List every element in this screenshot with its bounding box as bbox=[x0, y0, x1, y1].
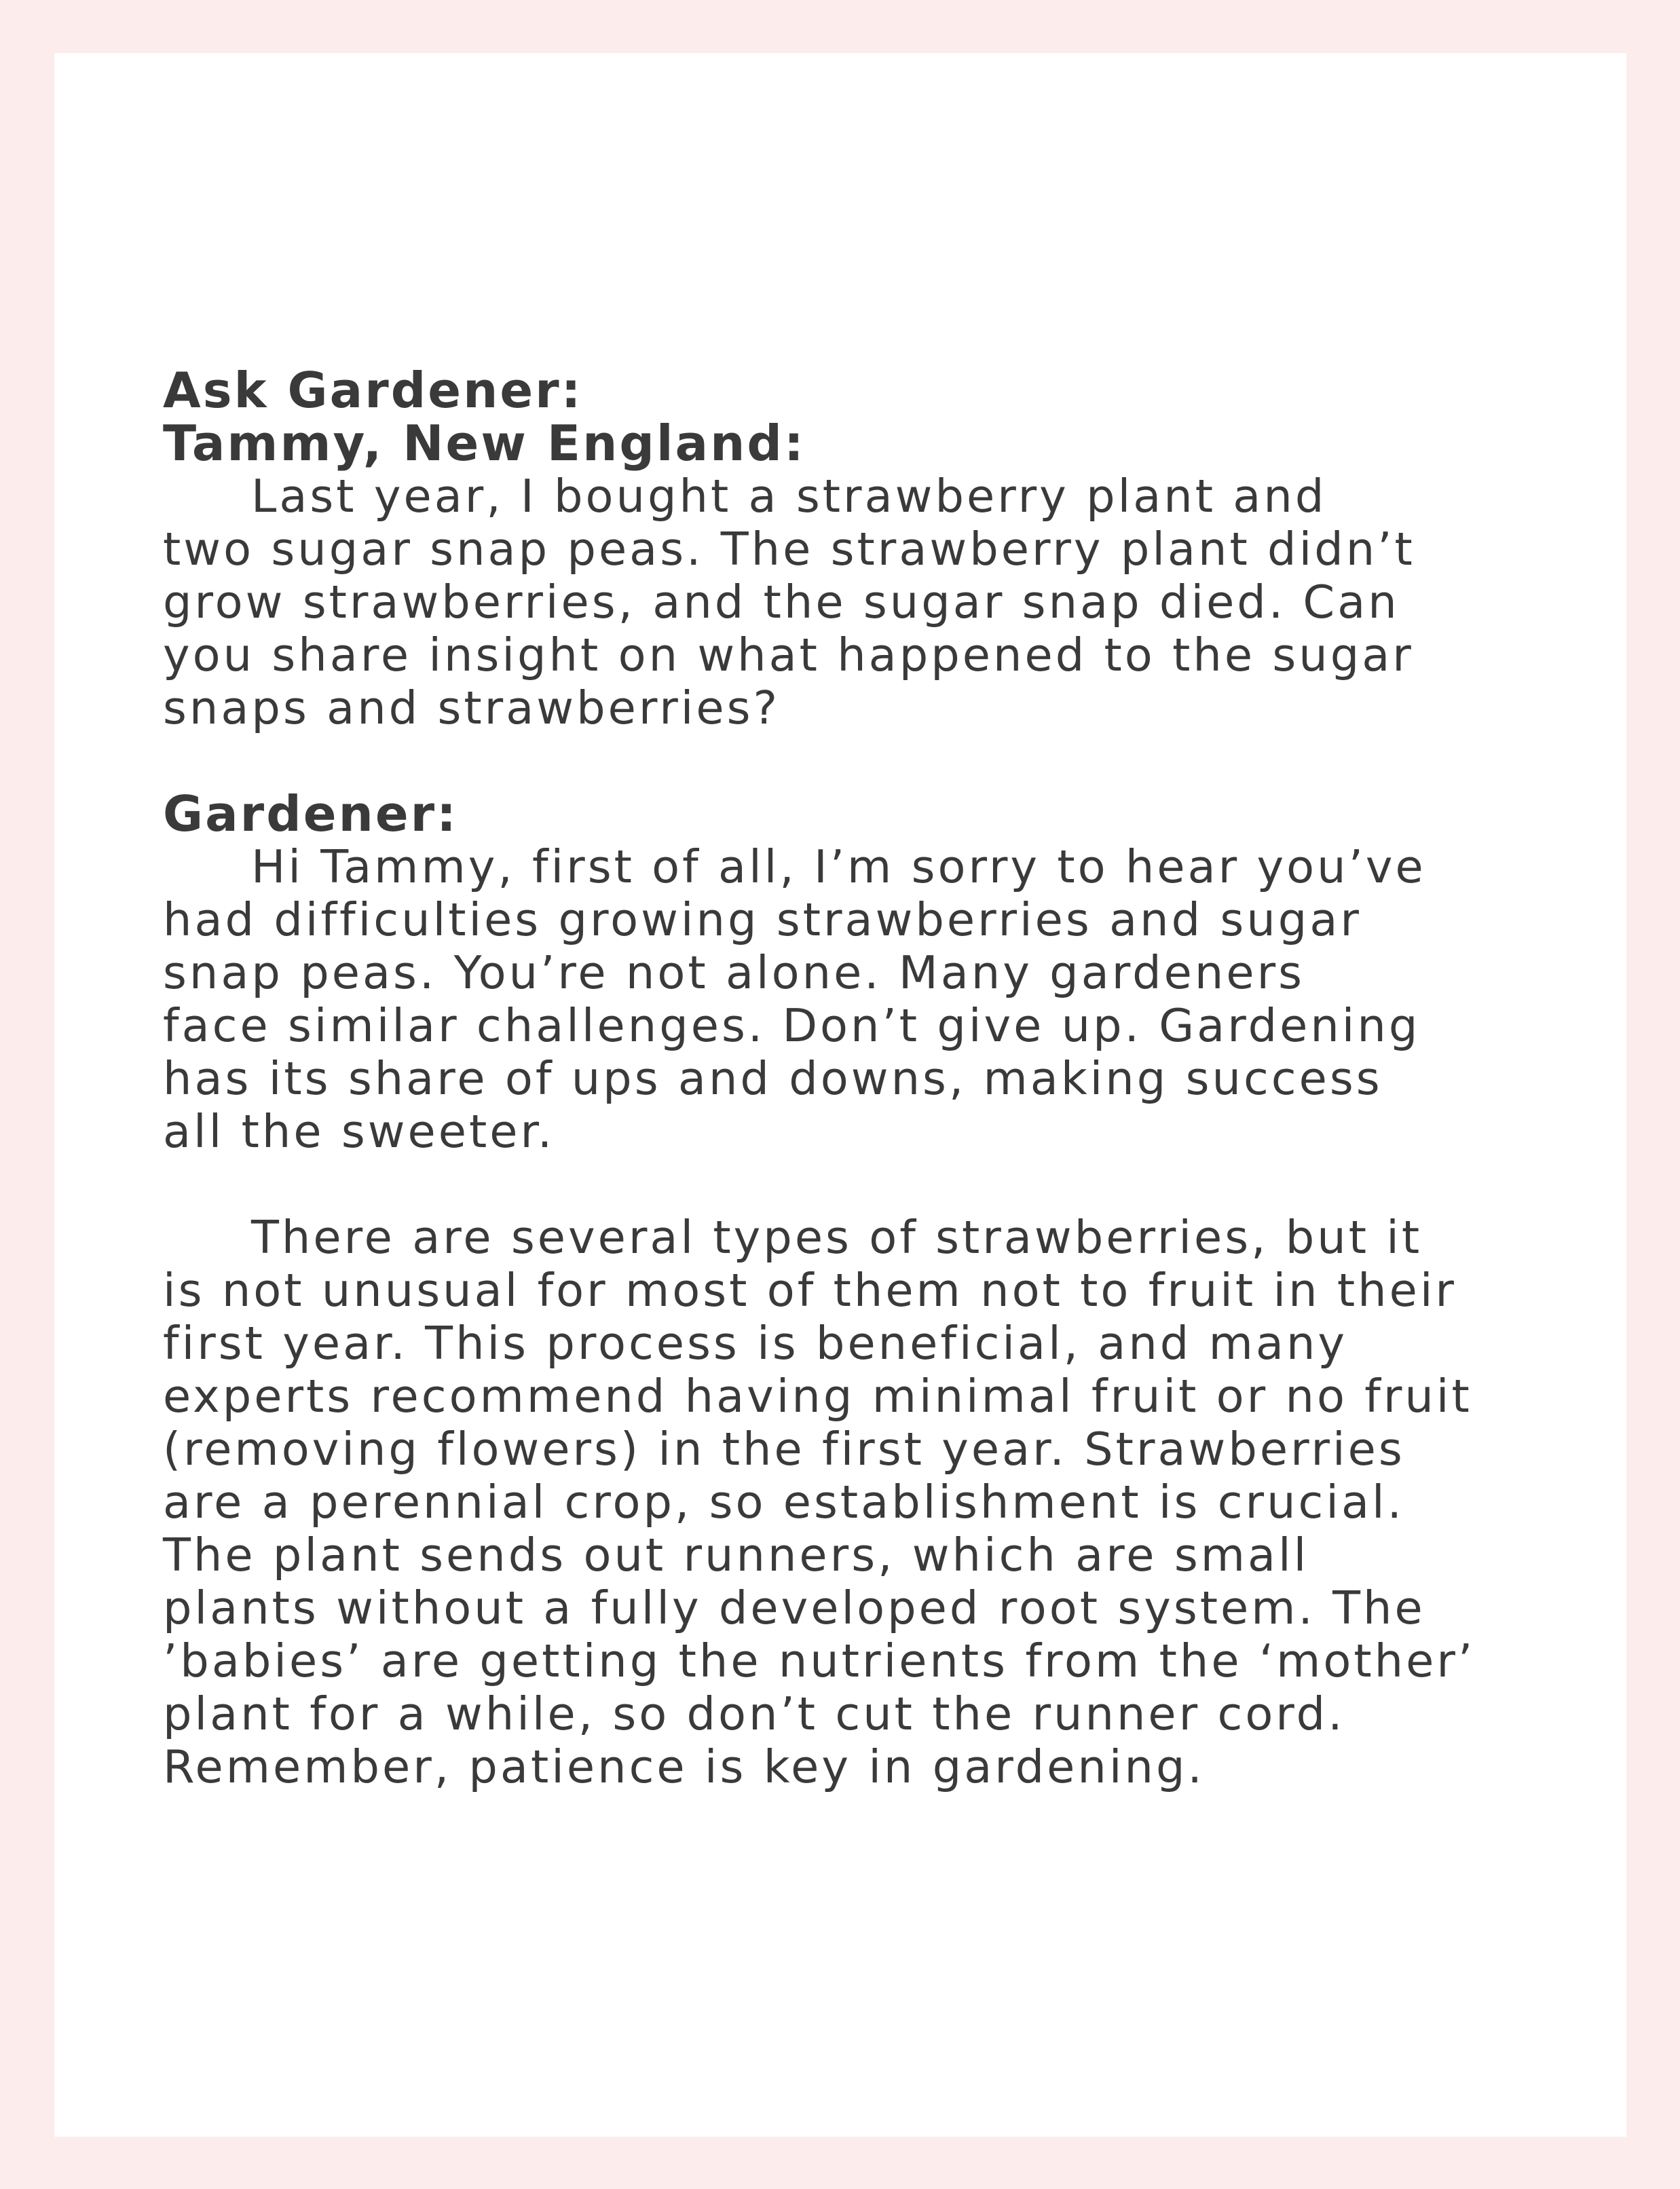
answer-line: face similar challenges. Don’t give up. Gardening bbox=[163, 999, 1421, 1052]
section-spacer bbox=[163, 734, 1582, 787]
answer-line: all the sweeter. bbox=[163, 1105, 555, 1158]
answer-paragraph-1 bbox=[163, 840, 1582, 1158]
answer-line: ’babies’ are getting the nutrients from the ‘mother’ bbox=[163, 1634, 1476, 1687]
answer-line: had difficulties growing strawberries and sugar bbox=[163, 893, 1362, 946]
question-line: you share insight on what happened to the sugar bbox=[163, 629, 1414, 681]
question-line: two sugar snap peas. The strawberry plant didn’t bbox=[163, 523, 1415, 576]
answer-line: first year. This process is beneficial, and many bbox=[163, 1317, 1348, 1370]
answer-line: plants without a fully developed root system. The bbox=[163, 1582, 1425, 1634]
column-title: Ask Gardener: bbox=[163, 362, 583, 419]
answer-responder: Gardener: bbox=[163, 785, 458, 842]
answer-line: The plant sends out runners, which are small bbox=[163, 1529, 1309, 1582]
article-content bbox=[163, 364, 1582, 1793]
answer-line: are a perennial crop, so establishment is crucial. bbox=[163, 1476, 1404, 1529]
answer-line: Hi Tammy, first of all, I’m sorry to hear you’ve bbox=[251, 840, 1426, 893]
paragraph-spacer bbox=[163, 1158, 1582, 1211]
answer-line: has its share of ups and downs, making success bbox=[163, 1052, 1383, 1105]
answer-line: plant for a while, so don’t cut the runner cord. bbox=[163, 1687, 1345, 1740]
question-line: Last year, I bought a strawberry plant and bbox=[251, 470, 1327, 523]
answer-line: snap peas. You’re not alone. Many gardeners bbox=[163, 946, 1305, 999]
answer-line: (removing flowers) in the first year. Strawberries bbox=[163, 1423, 1405, 1476]
question-line: snaps and strawberries? bbox=[163, 681, 781, 734]
answer-paragraph-2 bbox=[163, 1211, 1582, 1793]
question-paragraph bbox=[163, 470, 1582, 734]
question-line: grow strawberries, and the sugar snap died. Can bbox=[163, 576, 1400, 629]
answer-line: Remember, patience is key in gardening. bbox=[163, 1740, 1205, 1793]
question-asker: Tammy, New England: bbox=[163, 415, 806, 472]
answer-line: experts recommend having minimal fruit or no fruit bbox=[163, 1370, 1472, 1423]
answer-line: is not unusual for most of them not to fruit in their bbox=[163, 1264, 1457, 1317]
answer-line: There are several types of strawberries, but it bbox=[251, 1211, 1423, 1264]
page-sheet bbox=[54, 53, 1626, 2137]
